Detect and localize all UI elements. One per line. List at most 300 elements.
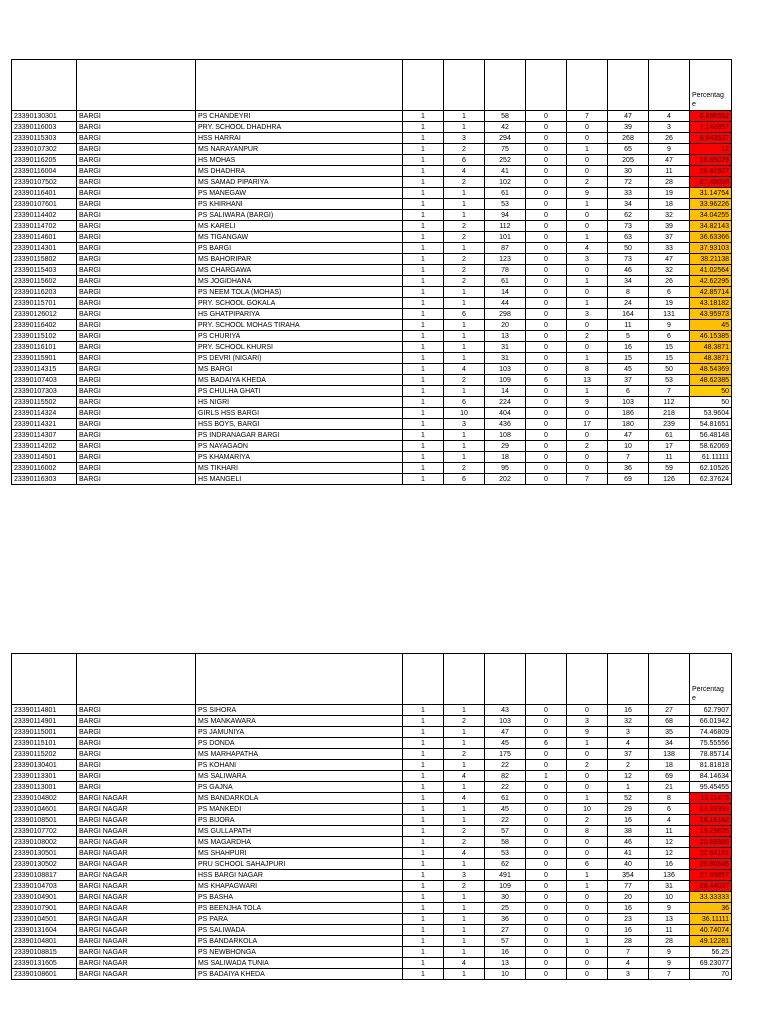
col4-cell: 1 bbox=[403, 749, 444, 760]
enrolment-cell: 29 bbox=[485, 441, 526, 452]
table-row bbox=[12, 881, 732, 892]
col4-cell: 1 bbox=[403, 793, 444, 804]
col9-cell: 46 bbox=[608, 265, 649, 276]
block-cell: BARGI bbox=[77, 166, 196, 177]
col9-cell: 50 bbox=[608, 243, 649, 254]
school-name-cell: MS JOGIDHANA bbox=[196, 276, 403, 287]
percentage-cell: 70 bbox=[690, 969, 732, 980]
udise-code-cell: 23390113301 bbox=[12, 771, 77, 782]
table-row bbox=[12, 221, 732, 232]
col10-cell: 126 bbox=[649, 474, 690, 485]
school-name-cell: PRY. SCHOOL KHURSI bbox=[196, 342, 403, 353]
col8-cell: 0 bbox=[567, 408, 608, 419]
col5-cell: 1 bbox=[444, 441, 485, 452]
col7-cell: 0 bbox=[526, 309, 567, 320]
enrolment-cell: 53 bbox=[485, 848, 526, 859]
col10-cell: 19 bbox=[649, 298, 690, 309]
col9-cell: 10 bbox=[608, 441, 649, 452]
udise-code-cell: 23390104801 bbox=[12, 936, 77, 947]
col4-cell: 1 bbox=[403, 815, 444, 826]
udise-code-cell: 23390116203 bbox=[12, 287, 77, 298]
col5-cell: 1 bbox=[444, 320, 485, 331]
header-cell bbox=[444, 60, 485, 111]
school-name-cell: MS BAHORIPAR bbox=[196, 254, 403, 265]
percentage-header: Percentag e bbox=[690, 654, 732, 705]
header-cell bbox=[196, 60, 403, 111]
enrolment-cell: 112 bbox=[485, 221, 526, 232]
col4-cell: 1 bbox=[403, 397, 444, 408]
col4-cell: 1 bbox=[403, 320, 444, 331]
col5-cell: 1 bbox=[444, 331, 485, 342]
school-name-cell: PS NAYAGAON bbox=[196, 441, 403, 452]
percentage-header: Percentag e bbox=[690, 60, 732, 111]
col5-cell: 6 bbox=[444, 474, 485, 485]
enrolment-cell: 224 bbox=[485, 397, 526, 408]
col5-cell: 1 bbox=[444, 914, 485, 925]
school-name-cell: MS CHARGAWA bbox=[196, 265, 403, 276]
col7-cell: 0 bbox=[526, 232, 567, 243]
percentage-cell: 36.63366 bbox=[690, 232, 732, 243]
enrolment-cell: 87 bbox=[485, 243, 526, 254]
block-cell: BARGI NAGAR bbox=[77, 914, 196, 925]
block-cell: BARGI bbox=[77, 397, 196, 408]
udise-code-cell: 23390116002 bbox=[12, 463, 77, 474]
col9-cell: 4 bbox=[608, 738, 649, 749]
enrolment-cell: 61 bbox=[485, 793, 526, 804]
col10-cell: 17 bbox=[649, 441, 690, 452]
udise-code-cell: 23390115901 bbox=[12, 353, 77, 364]
col4-cell: 1 bbox=[403, 881, 444, 892]
col4-cell: 1 bbox=[403, 254, 444, 265]
table-row bbox=[12, 815, 732, 826]
school-name-cell: MS NARAYANPUR bbox=[196, 144, 403, 155]
col7-cell: 0 bbox=[526, 397, 567, 408]
school-name-cell: HS MOHAS bbox=[196, 155, 403, 166]
block-cell: BARGI bbox=[77, 155, 196, 166]
col10-cell: 9 bbox=[649, 947, 690, 958]
col9-cell: 268 bbox=[608, 133, 649, 144]
col8-cell: 0 bbox=[567, 155, 608, 166]
col5-cell: 1 bbox=[444, 903, 485, 914]
block-cell: BARGI NAGAR bbox=[77, 881, 196, 892]
col10-cell: 218 bbox=[649, 408, 690, 419]
col4-cell: 1 bbox=[403, 430, 444, 441]
col8-cell: 2 bbox=[567, 177, 608, 188]
table-row bbox=[12, 441, 732, 452]
enrolment-cell: 95 bbox=[485, 463, 526, 474]
col8-cell: 0 bbox=[567, 925, 608, 936]
enrolment-cell: 109 bbox=[485, 375, 526, 386]
percentage-cell: 36.11111 bbox=[690, 914, 732, 925]
percentage-cell: 48.62385 bbox=[690, 375, 732, 386]
col8-cell: 0 bbox=[567, 848, 608, 859]
enrolment-cell: 45 bbox=[485, 804, 526, 815]
percentage-cell: 95.45455 bbox=[690, 782, 732, 793]
enrolment-cell: 175 bbox=[485, 749, 526, 760]
col4-cell: 1 bbox=[403, 287, 444, 298]
col4-cell: 1 bbox=[403, 892, 444, 903]
col8-cell: 3 bbox=[567, 309, 608, 320]
col9-cell: 16 bbox=[608, 925, 649, 936]
table-row bbox=[12, 111, 732, 122]
percentage-cell: 78.85714 bbox=[690, 749, 732, 760]
col10-cell: 28 bbox=[649, 177, 690, 188]
col8-cell: 9 bbox=[567, 188, 608, 199]
col7-cell: 0 bbox=[526, 848, 567, 859]
col9-cell: 16 bbox=[608, 705, 649, 716]
col8-cell: 1 bbox=[567, 793, 608, 804]
col5-cell: 1 bbox=[444, 111, 485, 122]
col4-cell: 1 bbox=[403, 353, 444, 364]
enrolment-cell: 109 bbox=[485, 881, 526, 892]
enrolment-cell: 61 bbox=[485, 188, 526, 199]
col5-cell: 1 bbox=[444, 969, 485, 980]
col7-cell: 0 bbox=[526, 419, 567, 430]
col4-cell: 1 bbox=[403, 474, 444, 485]
header-cell bbox=[12, 654, 77, 705]
enrolment-cell: 436 bbox=[485, 419, 526, 430]
header-cell bbox=[526, 60, 567, 111]
block-cell: BARGI NAGAR bbox=[77, 826, 196, 837]
col8-cell: 3 bbox=[567, 716, 608, 727]
col5-cell: 6 bbox=[444, 397, 485, 408]
school-name-cell: MS KHAPAGWARI bbox=[196, 881, 403, 892]
table-row bbox=[12, 837, 732, 848]
table-row bbox=[12, 265, 732, 276]
enrolment-cell: 25 bbox=[485, 903, 526, 914]
table-row bbox=[12, 155, 732, 166]
col5-cell: 2 bbox=[444, 375, 485, 386]
col7-cell: 0 bbox=[526, 122, 567, 133]
school-name-cell: PRY. SCHOOL GOKALA bbox=[196, 298, 403, 309]
col4-cell: 1 bbox=[403, 716, 444, 727]
udise-code-cell: 23390104901 bbox=[12, 892, 77, 903]
col7-cell: 6 bbox=[526, 738, 567, 749]
header-cell bbox=[608, 654, 649, 705]
col7-cell: 0 bbox=[526, 243, 567, 254]
header-cell bbox=[485, 654, 526, 705]
table-row bbox=[12, 914, 732, 925]
enrolment-cell: 75 bbox=[485, 144, 526, 155]
col7-cell: 0 bbox=[526, 793, 567, 804]
col9-cell: 69 bbox=[608, 474, 649, 485]
header-cell bbox=[196, 654, 403, 705]
col5-cell: 1 bbox=[444, 122, 485, 133]
enrolment-cell: 57 bbox=[485, 826, 526, 837]
block-cell: BARGI bbox=[77, 452, 196, 463]
col8-cell: 7 bbox=[567, 474, 608, 485]
col5-cell: 1 bbox=[444, 298, 485, 309]
percentage-cell: 53.9604 bbox=[690, 408, 732, 419]
enrolment-cell: 294 bbox=[485, 133, 526, 144]
udise-code-cell: 23390108601 bbox=[12, 969, 77, 980]
udise-code-cell: 23390130501 bbox=[12, 848, 77, 859]
col7-cell: 0 bbox=[526, 210, 567, 221]
col5-cell: 1 bbox=[444, 705, 485, 716]
school-name-cell: PS NEWBHONGA bbox=[196, 947, 403, 958]
col9-cell: 3 bbox=[608, 969, 649, 980]
udise-code-cell: 23390107303 bbox=[12, 386, 77, 397]
col10-cell: 32 bbox=[649, 210, 690, 221]
block-cell: BARGI bbox=[77, 221, 196, 232]
percentage-cell: 27.69857 bbox=[690, 870, 732, 881]
school-table-1 bbox=[11, 59, 729, 485]
enrolment-cell: 103 bbox=[485, 364, 526, 375]
col10-cell: 4 bbox=[649, 815, 690, 826]
udise-code-cell: 23390131605 bbox=[12, 958, 77, 969]
udise-code-cell: 23390115202 bbox=[12, 749, 77, 760]
school-name-cell: MS SHAHPURI bbox=[196, 848, 403, 859]
table-row bbox=[12, 122, 732, 133]
col9-cell: 6 bbox=[608, 386, 649, 397]
col5-cell: 4 bbox=[444, 771, 485, 782]
table-row bbox=[12, 419, 732, 430]
col9-cell: 16 bbox=[608, 903, 649, 914]
header-cell bbox=[12, 60, 77, 111]
col4-cell: 1 bbox=[403, 122, 444, 133]
school-name-cell: PS DONDA bbox=[196, 738, 403, 749]
col7-cell: 0 bbox=[526, 969, 567, 980]
percentage-cell: 22.64151 bbox=[690, 848, 732, 859]
header-cell bbox=[526, 654, 567, 705]
col5-cell: 2 bbox=[444, 177, 485, 188]
udise-code-cell: 23390114901 bbox=[12, 716, 77, 727]
col4-cell: 1 bbox=[403, 419, 444, 430]
col5-cell: 2 bbox=[444, 881, 485, 892]
percentage-cell: 62.37624 bbox=[690, 474, 732, 485]
col9-cell: 52 bbox=[608, 793, 649, 804]
school-name-cell: HSS BARGI NAGAR bbox=[196, 870, 403, 881]
col9-cell: 23 bbox=[608, 914, 649, 925]
col5-cell: 1 bbox=[444, 727, 485, 738]
udise-code-cell: 23390107502 bbox=[12, 177, 77, 188]
school-name-cell: MS BADAIYA KHEDA bbox=[196, 375, 403, 386]
block-cell: BARGI NAGAR bbox=[77, 936, 196, 947]
col9-cell: 47 bbox=[608, 430, 649, 441]
udise-code-cell: 23390114315 bbox=[12, 364, 77, 375]
block-cell: BARGI bbox=[77, 276, 196, 287]
enrolment-cell: 298 bbox=[485, 309, 526, 320]
col9-cell: 186 bbox=[608, 408, 649, 419]
school-name-cell: PS DEVRI (NIGARI) bbox=[196, 353, 403, 364]
percentage-cell: 69.23077 bbox=[690, 958, 732, 969]
school-name-cell: PS GAJNA bbox=[196, 782, 403, 793]
col5-cell: 1 bbox=[444, 430, 485, 441]
col4-cell: 1 bbox=[403, 925, 444, 936]
table-row bbox=[12, 331, 732, 342]
col10-cell: 26 bbox=[649, 276, 690, 287]
col8-cell: 0 bbox=[567, 837, 608, 848]
enrolment-cell: 44 bbox=[485, 298, 526, 309]
col10-cell: 27 bbox=[649, 705, 690, 716]
enrolment-cell: 58 bbox=[485, 111, 526, 122]
percentage-cell: 75.55556 bbox=[690, 738, 732, 749]
udise-code-cell: 23390116401 bbox=[12, 188, 77, 199]
udise-code-cell: 23390107901 bbox=[12, 903, 77, 914]
udise-code-cell: 23390108817 bbox=[12, 870, 77, 881]
block-cell: BARGI bbox=[77, 408, 196, 419]
col4-cell: 1 bbox=[403, 463, 444, 474]
col9-cell: 8 bbox=[608, 287, 649, 298]
percentage-cell: 45 bbox=[690, 320, 732, 331]
school-name-cell: MS MARHAPATHA bbox=[196, 749, 403, 760]
table-row bbox=[12, 408, 732, 419]
col8-cell: 2 bbox=[567, 760, 608, 771]
table-row bbox=[12, 309, 732, 320]
header-row bbox=[12, 60, 732, 111]
percentage-cell: 49.12281 bbox=[690, 936, 732, 947]
udise-code-cell: 23390130401 bbox=[12, 760, 77, 771]
col10-cell: 15 bbox=[649, 353, 690, 364]
col5-cell: 4 bbox=[444, 364, 485, 375]
percentage-cell: 34.04255 bbox=[690, 210, 732, 221]
col8-cell: 6 bbox=[567, 859, 608, 870]
col7-cell: 0 bbox=[526, 265, 567, 276]
school-name-cell: PS CHULHA GHATI bbox=[196, 386, 403, 397]
col9-cell: 46 bbox=[608, 837, 649, 848]
col10-cell: 18 bbox=[649, 199, 690, 210]
col10-cell: 68 bbox=[649, 716, 690, 727]
col5-cell: 2 bbox=[444, 826, 485, 837]
block-cell: BARGI bbox=[77, 430, 196, 441]
header-cell bbox=[77, 60, 196, 111]
col4-cell: 1 bbox=[403, 386, 444, 397]
col9-cell: 73 bbox=[608, 254, 649, 265]
col8-cell: 1 bbox=[567, 386, 608, 397]
col7-cell: 0 bbox=[526, 320, 567, 331]
col4-cell: 1 bbox=[403, 177, 444, 188]
col7-cell: 0 bbox=[526, 804, 567, 815]
percentage-cell: 50 bbox=[690, 397, 732, 408]
table-row bbox=[12, 705, 732, 716]
udise-code-cell: 23390115701 bbox=[12, 298, 77, 309]
header-cell bbox=[77, 654, 196, 705]
enrolment-cell: 252 bbox=[485, 155, 526, 166]
header-cell bbox=[567, 60, 608, 111]
col4-cell: 1 bbox=[403, 243, 444, 254]
col5-cell: 1 bbox=[444, 738, 485, 749]
table-row bbox=[12, 298, 732, 309]
col5-cell: 3 bbox=[444, 133, 485, 144]
col7-cell: 0 bbox=[526, 727, 567, 738]
school-name-cell: PS JAMUNIYA bbox=[196, 727, 403, 738]
enrolment-cell: 202 bbox=[485, 474, 526, 485]
col9-cell: 62 bbox=[608, 210, 649, 221]
percentage-cell: 18.18182 bbox=[690, 815, 732, 826]
col7-cell: 0 bbox=[526, 287, 567, 298]
col4-cell: 1 bbox=[403, 364, 444, 375]
udise-code-cell: 23390107403 bbox=[12, 375, 77, 386]
col10-cell: 47 bbox=[649, 155, 690, 166]
col7-cell: 0 bbox=[526, 177, 567, 188]
block-cell: BARGI NAGAR bbox=[77, 958, 196, 969]
block-cell: BARGI bbox=[77, 716, 196, 727]
col10-cell: 9 bbox=[649, 144, 690, 155]
col10-cell: 6 bbox=[649, 287, 690, 298]
col10-cell: 239 bbox=[649, 419, 690, 430]
col7-cell: 0 bbox=[526, 749, 567, 760]
col4-cell: 1 bbox=[403, 144, 444, 155]
col4-cell: 1 bbox=[403, 771, 444, 782]
school-name-cell: MS TIKHARI bbox=[196, 463, 403, 474]
percentage-cell: 8.843537 bbox=[690, 133, 732, 144]
school-name-cell: PS INDRANAGAR BARGI bbox=[196, 430, 403, 441]
col7-cell: 0 bbox=[526, 342, 567, 353]
block-cell: BARGI NAGAR bbox=[77, 903, 196, 914]
enrolment-cell: 27 bbox=[485, 925, 526, 936]
col4-cell: 1 bbox=[403, 760, 444, 771]
percentage-cell: 48.3871 bbox=[690, 342, 732, 353]
block-cell: BARGI bbox=[77, 331, 196, 342]
table-row bbox=[12, 826, 732, 837]
school-name-cell: PS KOHANI bbox=[196, 760, 403, 771]
col5-cell: 10 bbox=[444, 408, 485, 419]
school-table-2 bbox=[11, 653, 729, 980]
col5-cell: 2 bbox=[444, 254, 485, 265]
block-cell: BARGI bbox=[77, 243, 196, 254]
col7-cell: 0 bbox=[526, 892, 567, 903]
col8-cell: 0 bbox=[567, 969, 608, 980]
col10-cell: 28 bbox=[649, 936, 690, 947]
table-row bbox=[12, 958, 732, 969]
school-name-cell: HS NIGRI bbox=[196, 397, 403, 408]
block-cell: BARGI NAGAR bbox=[77, 848, 196, 859]
col9-cell: 73 bbox=[608, 221, 649, 232]
col7-cell: 0 bbox=[526, 463, 567, 474]
col8-cell: 17 bbox=[567, 419, 608, 430]
col5-cell: 4 bbox=[444, 793, 485, 804]
percentage-cell: 50 bbox=[690, 386, 732, 397]
udise-code-cell: 23390115502 bbox=[12, 397, 77, 408]
col10-cell: 7 bbox=[649, 969, 690, 980]
udise-code-cell: 23390104802 bbox=[12, 793, 77, 804]
col4-cell: 1 bbox=[403, 727, 444, 738]
col9-cell: 11 bbox=[608, 320, 649, 331]
table-row bbox=[12, 177, 732, 188]
percentage-cell: 27.45098 bbox=[690, 177, 732, 188]
col7-cell: 0 bbox=[526, 903, 567, 914]
col7-cell: 0 bbox=[526, 881, 567, 892]
col10-cell: 12 bbox=[649, 848, 690, 859]
enrolment-cell: 78 bbox=[485, 265, 526, 276]
col8-cell: 0 bbox=[567, 320, 608, 331]
percentage-cell: 40.74074 bbox=[690, 925, 732, 936]
col10-cell: 59 bbox=[649, 463, 690, 474]
col5-cell: 2 bbox=[444, 276, 485, 287]
col5-cell: 1 bbox=[444, 815, 485, 826]
percentage-cell: 56.25 bbox=[690, 947, 732, 958]
col9-cell: 33 bbox=[608, 188, 649, 199]
col10-cell: 61 bbox=[649, 430, 690, 441]
percentage-cell: 42.85714 bbox=[690, 287, 732, 298]
udise-code-cell: 23390114321 bbox=[12, 419, 77, 430]
enrolment-cell: 13 bbox=[485, 958, 526, 969]
percentage-cell: 84.14634 bbox=[690, 771, 732, 782]
col8-cell: 0 bbox=[567, 133, 608, 144]
enrolment-cell: 94 bbox=[485, 210, 526, 221]
col8-cell: 1 bbox=[567, 936, 608, 947]
col9-cell: 7 bbox=[608, 947, 649, 958]
col7-cell: 0 bbox=[526, 705, 567, 716]
table-row bbox=[12, 287, 732, 298]
percentage-cell: 6.896552 bbox=[690, 111, 732, 122]
udise-code-cell: 23390104703 bbox=[12, 881, 77, 892]
table-row bbox=[12, 375, 732, 386]
col7-cell: 0 bbox=[526, 760, 567, 771]
col8-cell: 1 bbox=[567, 199, 608, 210]
enrolment-cell: 45 bbox=[485, 738, 526, 749]
udise-code-cell: 23390115802 bbox=[12, 254, 77, 265]
